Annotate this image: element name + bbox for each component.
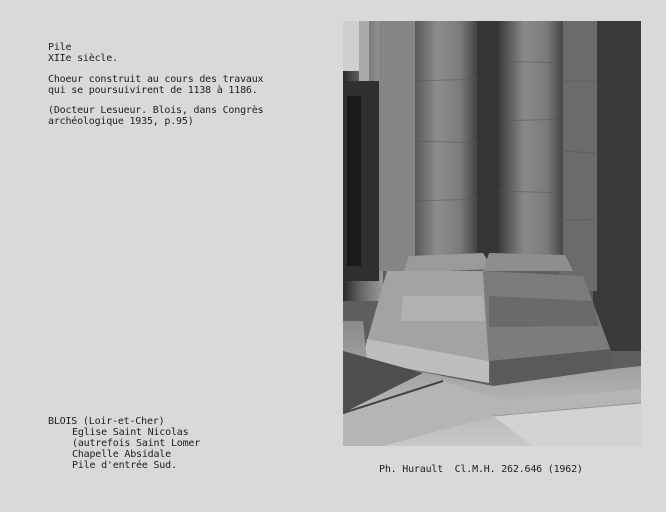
photograph-of-romanesque-pier-base-icon xyxy=(343,21,641,446)
location-former-name: (autrefois Saint Lomer xyxy=(72,438,201,449)
description-line-2: qui se poursuivirent de 1138 à 1186. xyxy=(48,85,258,96)
century-label: XIIe siècle. xyxy=(48,53,118,64)
reference-line-2: archéologique 1935, p.95) xyxy=(48,116,194,127)
reference-line-1: (Docteur Lesueur. Blois, dans Congrès xyxy=(48,105,264,116)
location-chapel: Chapelle Absidale xyxy=(72,449,171,460)
photo-credit: Ph. Hurault Cl.M.H. 262.646 (1962) xyxy=(379,464,583,475)
pier-title: Pile xyxy=(48,42,72,53)
location-subject: Pile d'entrée Sud. xyxy=(72,460,177,471)
pier-photograph xyxy=(343,21,641,446)
description-line-1: Choeur construit au cours des travaux xyxy=(48,74,264,85)
location-city: BLOIS (Loir-et-Cher) xyxy=(48,416,165,427)
location-church: Eglise Saint Nicolas xyxy=(72,427,189,438)
